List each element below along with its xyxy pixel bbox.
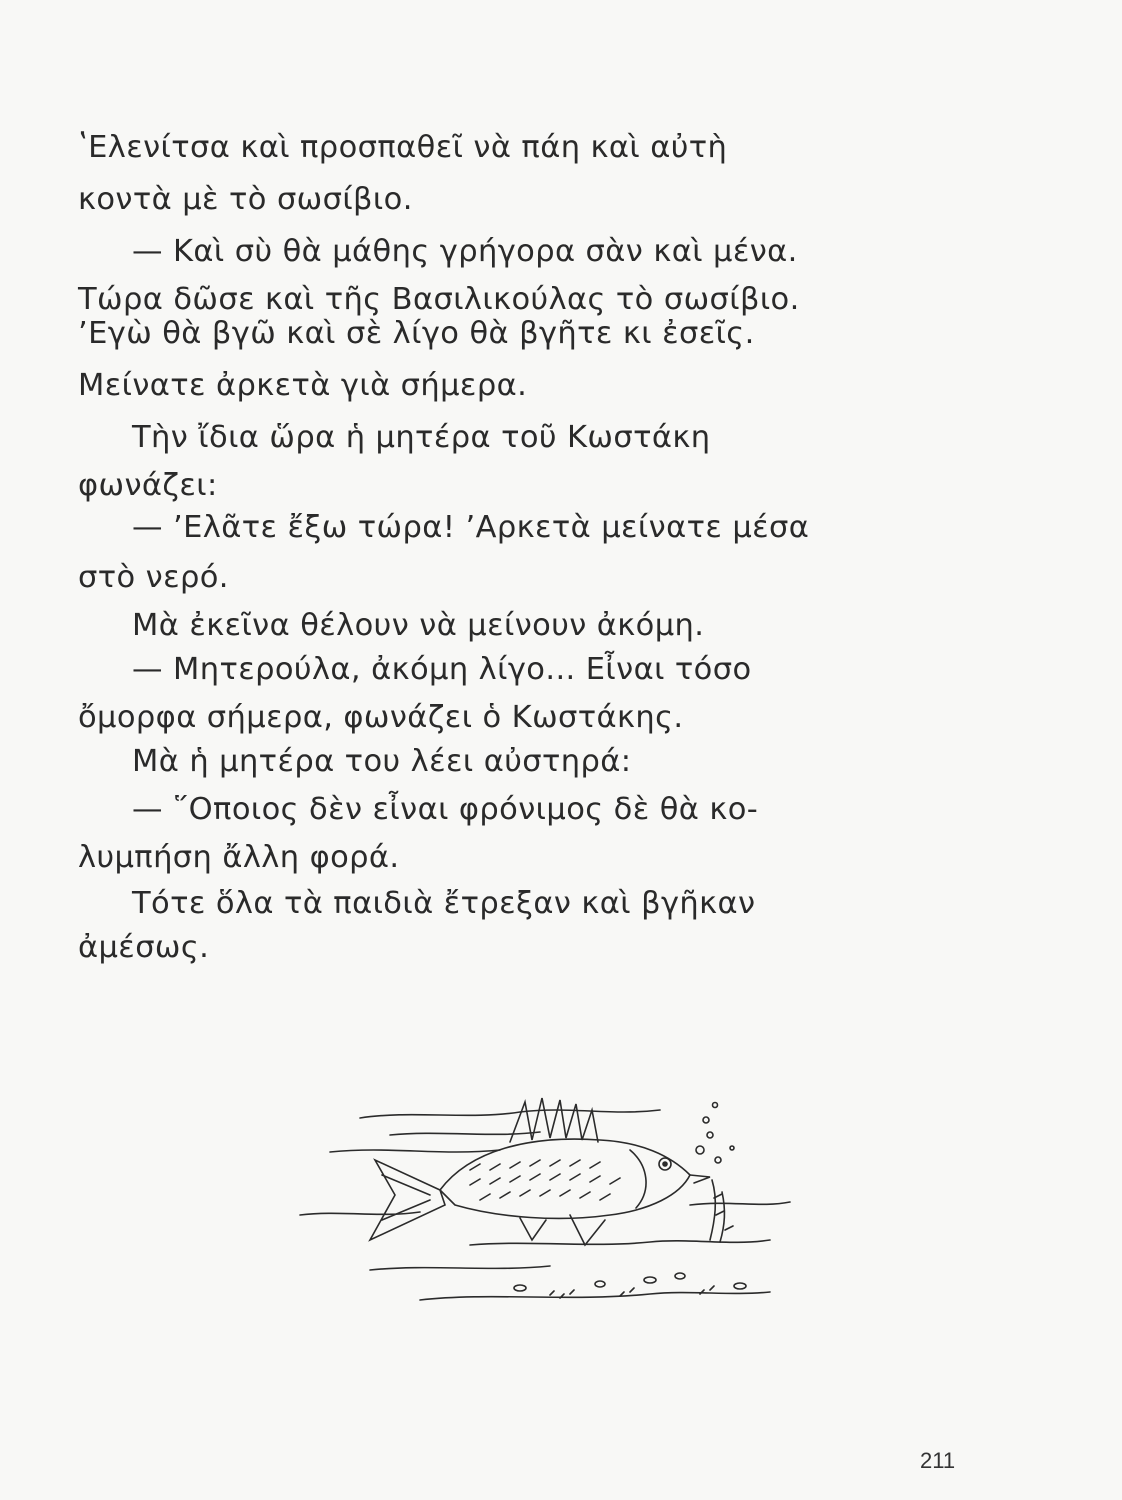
text-line: — ῞Οποιος δὲν εἶναι φρόνιμος δὲ θὰ κο-: [132, 792, 759, 827]
text-line: ὄμορφα σήμερα, φωνάζει ὁ Κωστάκης.: [78, 700, 684, 735]
text-line: Τώρα δῶσε καὶ τῆς Βασιλικούλας τὸ σωσίβιο.: [78, 282, 800, 317]
text-line: Τότε ὅλα τὰ παιδιὰ ἔτρεξαν καὶ βγῆκαν: [132, 886, 756, 921]
text-line: φωνάζει:: [78, 468, 218, 503]
text-line: Μὰ ἐκεῖνα θέλουν νὰ μείνουν ἀκόμη.: [132, 608, 705, 643]
text-line: Μὰ ἡ μητέρα του λέει αὐστηρά:: [132, 744, 632, 779]
text-line: λυμπήση ἄλλη φορά.: [78, 840, 400, 875]
text-line: ἀμέσως.: [78, 930, 210, 965]
text-line: Τὴν ἴδια ὥρα ἡ μητέρα τοῦ Κωστάκη: [132, 420, 711, 455]
text-line: — Μητερούλα, ἀκόμη λίγο... Εἶναι τόσο: [132, 652, 752, 687]
text-line: ʽΕλενίτσα καὶ προσπαθεῖ νὰ πάη καὶ αὐτὴ: [78, 130, 728, 165]
text-line: Μείνατε ἀρκετὰ γιὰ σήμερα.: [78, 368, 528, 403]
text-line: ʼΕγὼ θὰ βγῶ καὶ σὲ λίγο θὰ βγῆτε κι ἐσεῖς.: [78, 316, 755, 351]
text-line: κοντὰ μὲ τὸ σωσίβιο.: [78, 182, 413, 217]
fish-icon: [270, 1080, 800, 1320]
text-line: — ʼΕλᾶτε ἔξω τώρα! ʼΑρκετὰ μείνατε μέσα: [132, 510, 810, 545]
page-number: 211: [920, 1448, 956, 1473]
text-line: στὸ νερό.: [78, 560, 229, 595]
text-line: — Καὶ σὺ θὰ μάθης γρήγορα σὰν καὶ μένα.: [132, 234, 798, 269]
